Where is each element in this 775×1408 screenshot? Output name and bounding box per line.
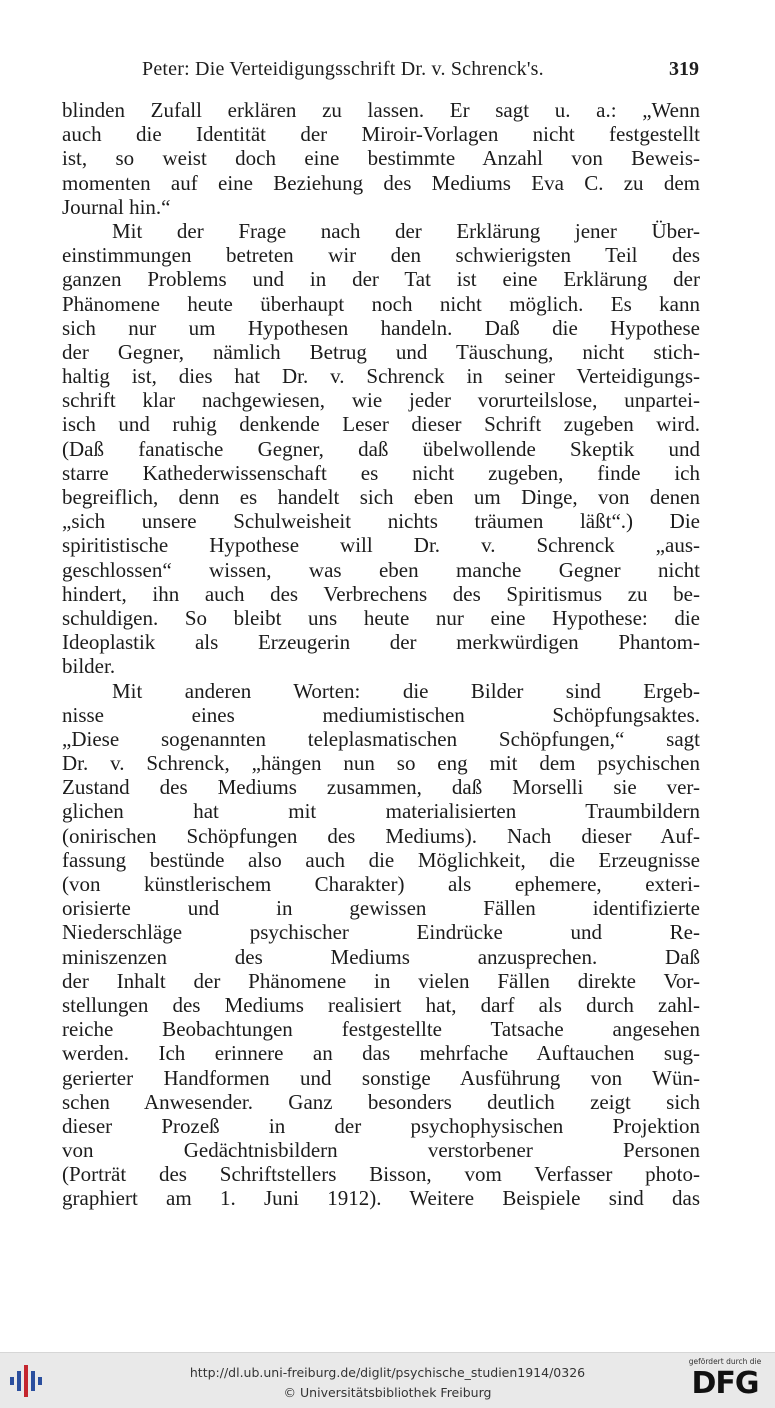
text-line: Dr. v. Schrenck, „hängen nun so eng mit dem psychischen [62,751,700,776]
text-line: stellungen des Mediums realisiert hat, darf als durch zahl- [62,992,700,1017]
text-line: gerierter Handformen und sonstige Ausführung von Wün- [62,1065,700,1090]
text-line: reiche Beobachtungen festgestellte Tatsache angesehen [62,1017,700,1042]
text-line: (von künstlerischem Charakter) als ephemere, exteri- [62,872,700,896]
text-line: isch und ruhig denkende Leser dieser Schrift zugeben wird. [62,412,700,437]
text-line: dieser Prozeß in der psychophysischen Projektion [62,1113,700,1138]
text-line: auch die Identität der Miroir-Vorlagen nicht festgestellt [62,122,700,147]
text-line: Ideoplastik als Erzeugerin der merkwürdigen Phantom- [62,630,700,655]
dfg-logo-text: DFG [691,1366,759,1401]
text-line: hindert, ihn auch des Verbrechens des Spiritismus zu be- [62,581,700,606]
text-line: schrift klar nachgewiesen, wie jeder vorurteilslose, unpartei- [62,388,700,413]
text-line: der Gegner, nämlich Betrug und Täuschung, nicht stich- [62,339,700,364]
text-line: geschlossen“ wissen, was eben manche Gegner nicht [62,557,700,582]
copyright-text: © Universitätsbibliothek Freiburg [283,1385,492,1400]
text-line: miniszenzen des Mediums anzusprechen. Daß [62,944,700,969]
text-line: Phänomene heute überhaupt noch nicht möglich. Es kann [62,291,700,316]
dfg-caption: gefördert durch die [688,1357,762,1366]
text-line: Mit der Frage nach der Erklärung jener Über- [112,218,700,243]
text-line: glichen hat mit materialisierten Traumbildern [62,799,700,824]
running-head [62,58,702,86]
text-line: (Porträt des Schriftstellers Bisson, vom Verfasser photo- [62,1162,700,1187]
text-line: „sich unsere Schulweisheit nichts träumen läßt“.) Die [62,509,700,534]
text-line: ganzen Problems und in der Tat ist eine Erklärung der [62,267,700,292]
running-head-title: Peter: Die Verteidigungsschrift Dr. v. Schrenck's. [142,58,544,80]
text-line: werden. Ich erinnere an das mehrfache Auftauchen sug- [62,1041,700,1066]
text-line: Journal hin.“ [62,194,171,219]
text-line: Niederschläge psychischer Eindrücke und Re- [62,920,700,945]
text-line: spiritistische Hypothese will Dr. v. Schrenck „aus- [62,533,700,558]
text-line: graphiert am 1. Juni 1912). Weitere Beispiele sind das [62,1186,700,1211]
body-text [62,98,700,1211]
text-line: nisse eines mediumistischen Schöpfungsaktes. [62,702,700,727]
text-line: haltig ist, dies hat Dr. v. Schrenck in seiner Verteidigungs- [62,364,700,389]
dfg-logo-icon[interactable] [683,1357,767,1407]
page-number: 319 [669,58,699,80]
text-line: fassung bestünde also auch die Möglichkeit, die Erzeugnisse [62,847,700,872]
text-line: „Diese sogenannten teleplasmatischen Schöpfungen,“ sagt [62,726,700,751]
document-url-link[interactable]: http://dl.ub.uni-freiburg.de/diglit/psychische_studien1914/0326 [189,1365,586,1380]
text-line: schuldigen. So bleibt uns heute nur eine Hypothese: die [62,605,700,630]
text-line: Mit anderen Worten: die Bilder sind Ergeb- [112,678,700,703]
text-line: begreiflich, denn es handelt sich eben um Dinge, von denen [62,485,700,509]
text-line: (Daß fanatische Gegner, daß übelwollende Skeptik und [62,436,700,461]
text-line: sich nur um Hypothesen handeln. Daß die Hypothese [62,315,700,340]
text-line: ist, so weist doch eine bestimmte Anzahl von Beweis- [62,146,700,171]
text-line: einstimmungen betreten wir den schwierigsten Teil des [62,243,700,268]
text-line: (onirischen Schöpfungen des Mediums). Nach dieser Auf- [62,823,700,848]
text-line: blinden Zufall erklären zu lassen. Er sagt u. a.: „Wenn [62,98,700,122]
text-line: momenten auf eine Beziehung des Mediums Eva C. zu dem [62,170,700,195]
text-line: von Gedächtnisbildern verstorbener Personen [62,1138,700,1163]
text-line: Zustand des Mediums zusammen, daß Morselli sie ver- [62,775,700,800]
text-line: starre Kathederwissenschaft es nicht zugeben, finde ich [62,460,700,485]
text-line: bilder. [62,654,116,679]
viewer-footer [0,1352,775,1408]
text-line: der Inhalt der Phänomene in vielen Fällen direkte Vor- [62,968,700,993]
text-line: orisierte und in gewissen Fällen identifizierte [62,896,700,921]
text-line: schen Anwesender. Ganz besonders deutlich zeigt sich [62,1089,700,1114]
